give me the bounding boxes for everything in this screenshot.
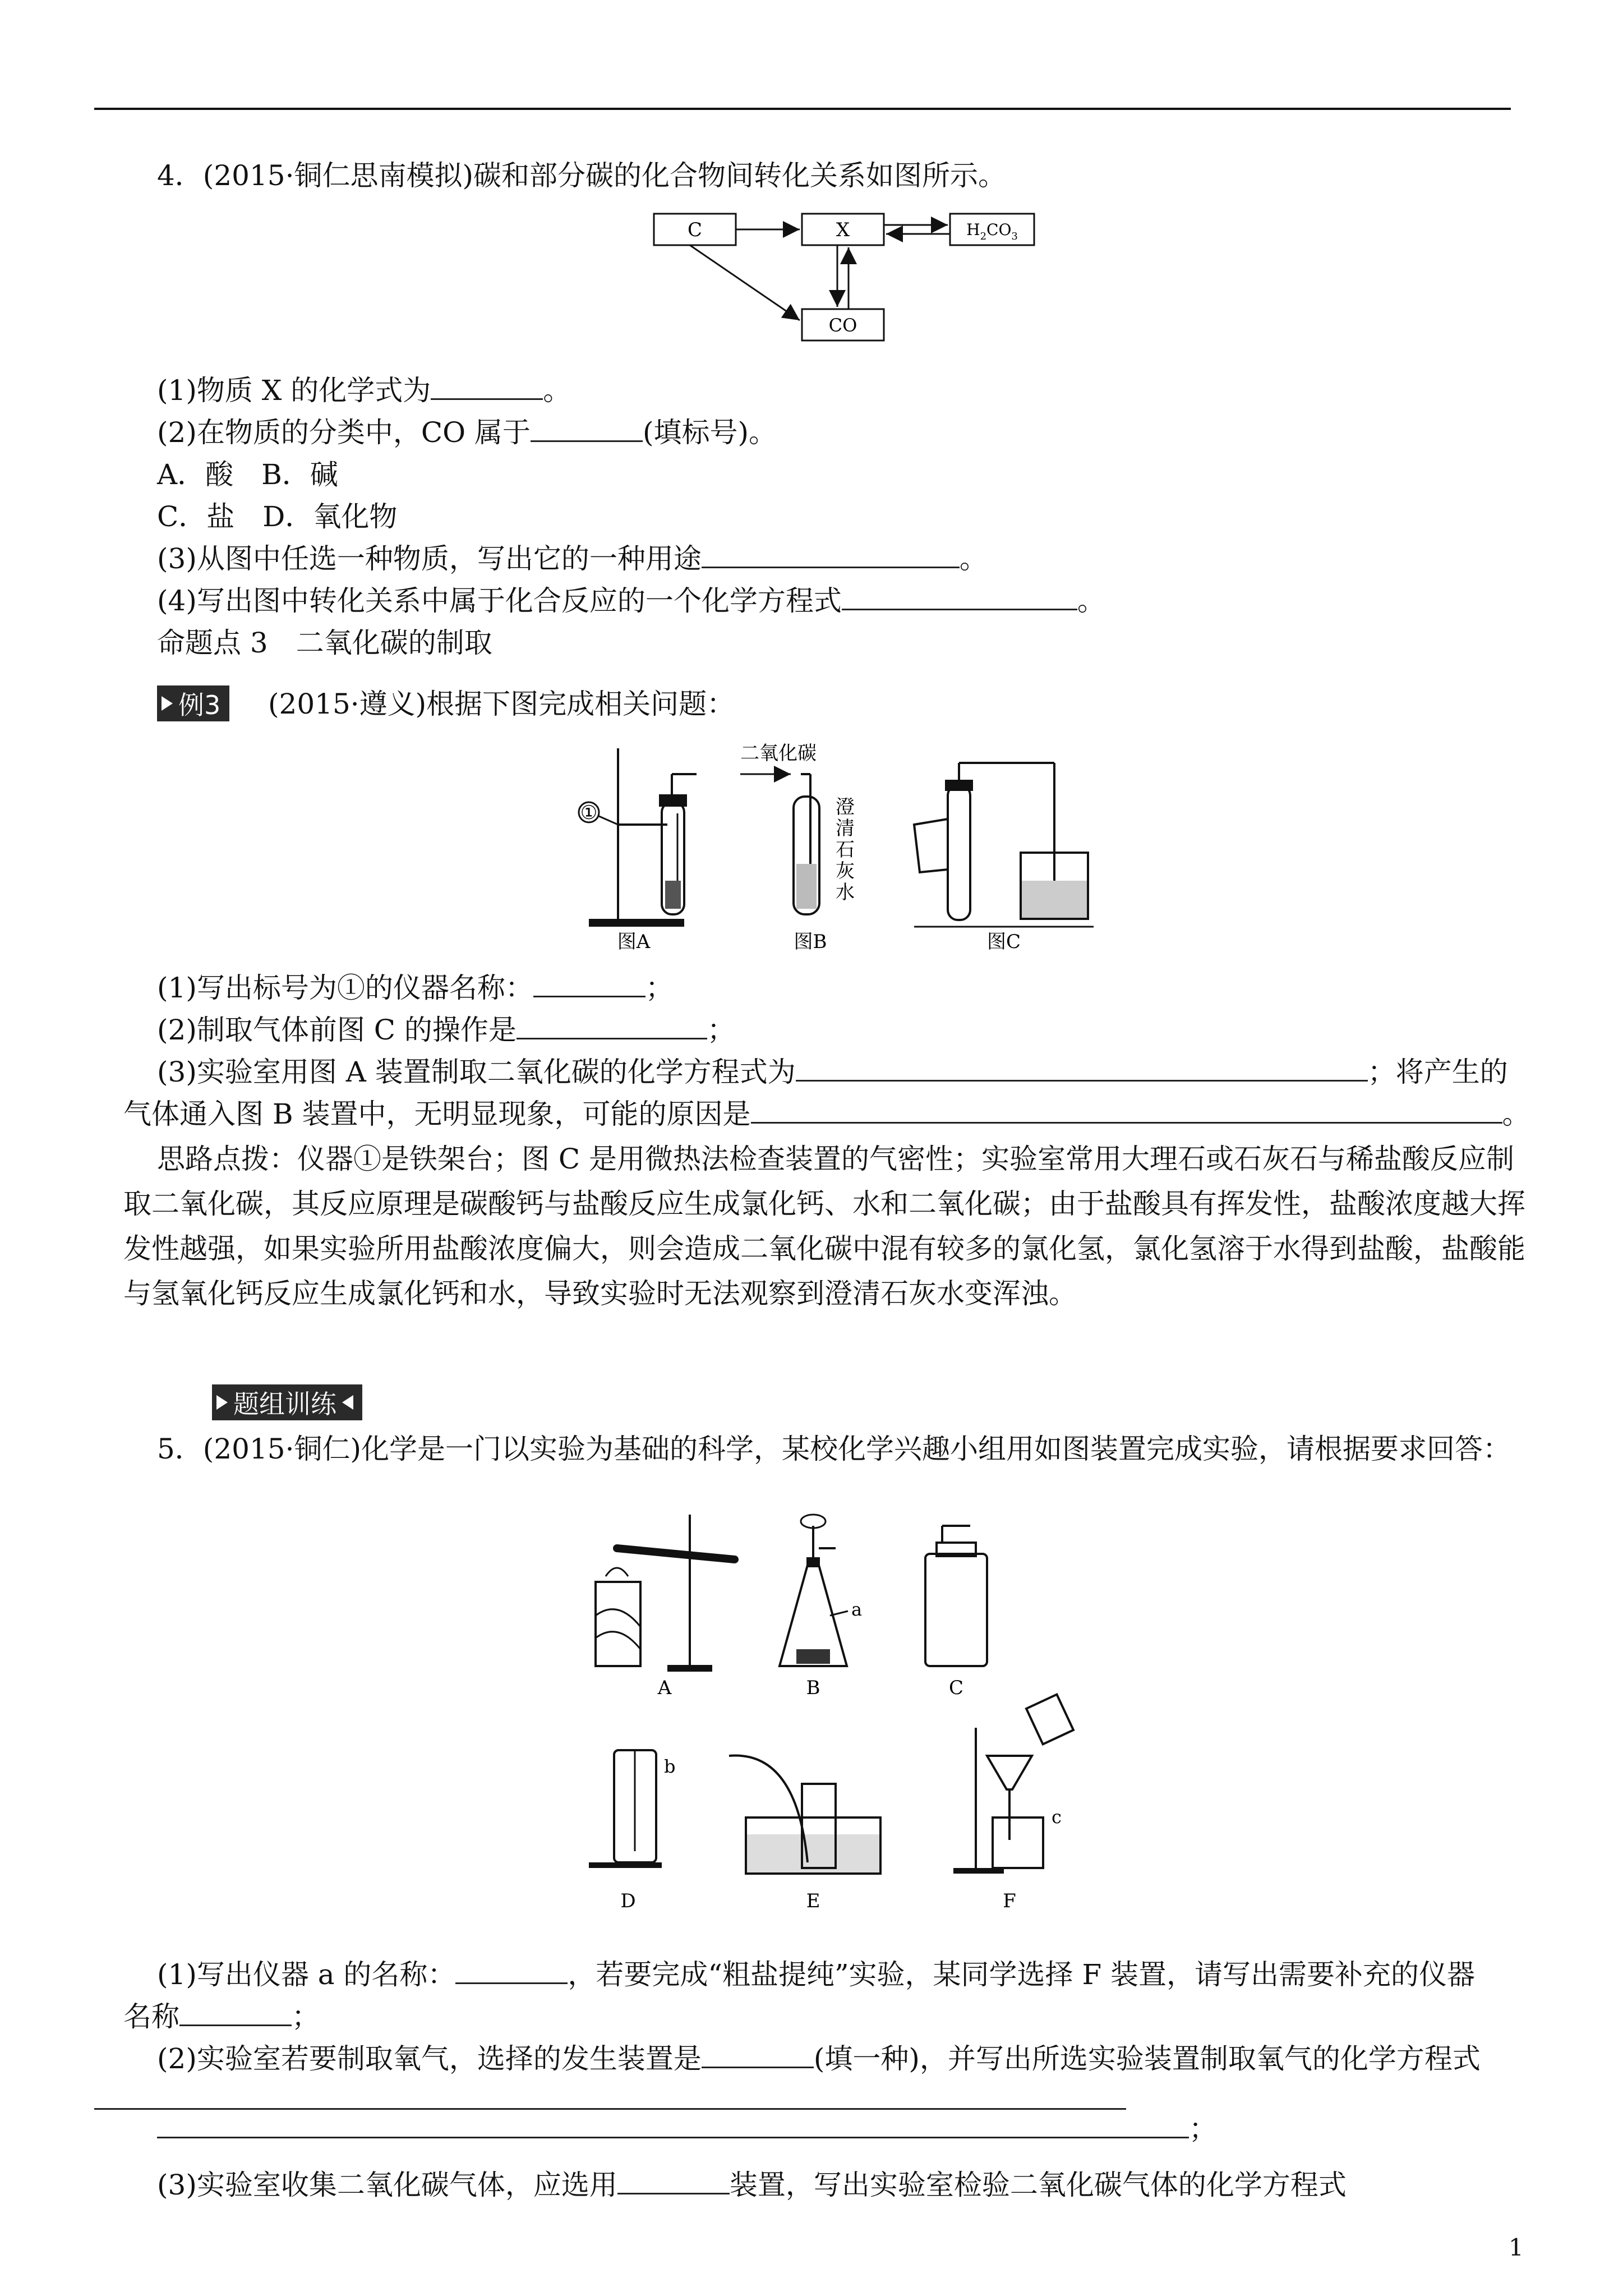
label-C: C [948,1677,964,1699]
answer-blank[interactable] [751,1096,1502,1124]
fig-label-b: 图B [794,931,827,953]
q4-options-cd: C．盐 D．氧化物 [157,500,398,533]
q4-part1: (1)物质 X 的化学式为 。 [157,372,571,409]
label-h2co3: $H_2CO_3$ [966,220,1018,242]
ex3-part3: (3)实验室用图 A 装置制取二氧化碳的化学方程式为 ；将产生的 [157,1053,1508,1091]
label-c: C [687,219,703,241]
hint-line-3: 发性越强，如果实验所用盐酸浓度偏大，则会造成二氧化碳中混有较多的氯化氢，氯化氢溶于水得到盐酸，盐酸能 [123,1232,1525,1265]
label-D: D [620,1890,636,1912]
fig-label-c: 图C [986,931,1021,953]
label-A: A [657,1677,672,1699]
answer-blank[interactable] [796,1054,1368,1082]
triangle-icon [162,696,173,711]
q5-part2-cont: ； [157,2110,1217,2147]
label-x: X [836,219,850,241]
answer-blank[interactable] [455,1957,568,1984]
svg-text:水: 水 [836,881,855,904]
q5-part1-cont: 名称 ； [123,1998,320,2035]
label-c: c [1052,1806,1062,1828]
q5-part1: (1)写出仪器 a 的名称： ，若要完成“粗盐提纯”实验，某同学选择 F 装置，请写出需要补充的仪器 [157,1956,1475,1993]
label-co: CO [828,315,857,336]
label-F: F [1003,1890,1016,1912]
q4-part2: (2)在物质的分类中，CO 属于 (填标号)。 [157,414,777,451]
header-rule [94,108,1511,110]
example3-tag: 例3 [157,685,229,721]
answer-blank[interactable] [179,1999,292,2026]
circled-number-1: ① [580,802,598,824]
limewater-label [836,796,855,904]
label-a: a [851,1599,863,1620]
label-E: E [806,1890,820,1912]
answer-line[interactable] [94,2082,1126,2110]
q4-header: 4．(2015·铜仁思南模拟)碳和部分碳的化合物间转化关系如图所示。 [157,159,1006,192]
q4-options-ab: A．酸 B．碱 [157,458,338,491]
section-heading: 命题点 3 二氧化碳的制取 [157,627,492,659]
answer-blank[interactable] [617,2167,730,2194]
q4-conversion-diagram [651,210,1054,356]
hint-line-2: 取二氧化碳，其反应原理是碳酸钙与盐酸反应生成氯化钙、水和二氧化碳；由于盐酸具有挥发性，盐酸浓度越大挥 [123,1188,1525,1220]
answer-blank[interactable] [517,1012,707,1039]
triangle-left-icon [342,1395,353,1410]
q5-apparatus-figures [583,1503,1110,1918]
answer-blank[interactable] [533,970,645,997]
label-B: B [806,1677,820,1699]
answer-blank[interactable] [842,583,1077,610]
svg-text:灰: 灰 [836,860,855,882]
fig-label-a: 图A [617,931,651,953]
page-number: 1 [1509,2234,1524,2261]
ex3-part2: (2)制取气体前图 C 的操作是 ； [157,1011,735,1048]
answer-blank[interactable] [702,2041,814,2068]
example3-intro: (2015·遵义)根据下图完成相关问题： [268,688,735,720]
svg-text:清: 清 [836,817,855,840]
answer-blank[interactable] [431,372,543,400]
triangle-icon [216,1395,228,1410]
example3-figures [578,740,1094,954]
group-training-tag: 题组训练 [212,1384,362,1420]
hint-line-4: 与氢氧化钙反应生成氯化钙和水，导致实验时无法观察到澄清石灰水变浑浊。 [123,1277,1077,1310]
q4-part4: (4)写出图中转化关系中属于化合反应的一个化学方程式 。 [157,582,1105,619]
answer-blank[interactable] [157,2111,1189,2138]
q5-part3: (3)实验室收集二氧化碳气体，应选用 装置，写出实验室检验二氧化碳气体的化学方程式 [157,2166,1347,2203]
label-b: b [664,1756,676,1777]
hint-line-1: 思路点拨：仪器①是铁架台；图 C 是用微热法检查装置的气密性；实验室常用大理石或石灰石与稀盐酸反应制 [157,1143,1515,1175]
q5-header: 5．(2015·铜仁)化学是一门以实验为基础的科学，某校化学兴趣小组用如图装置完成实验，请根据要求回答： [157,1433,1511,1465]
q5-part2: (2)实验室若要制取氧气，选择的发生装置是 (填一种)，并写出所选实验装置制取氧气的化学方程式 [157,2040,1481,2077]
svg-text:澄: 澄 [836,796,855,818]
ex3-part1: (1)写出标号为①的仪器名称： ； [157,969,674,1006]
co2-label: 二氧化碳 [740,742,817,765]
svg-text:石: 石 [836,839,855,861]
q4-part3: (3)从图中任选一种物质，写出它的一种用途 。 [157,540,988,577]
answer-blank[interactable] [531,415,643,442]
answer-blank[interactable] [702,541,960,568]
ex3-part3-cont: 气体通入图 B 装置中，无明显现象，可能的原因是 。 [123,1096,1530,1133]
